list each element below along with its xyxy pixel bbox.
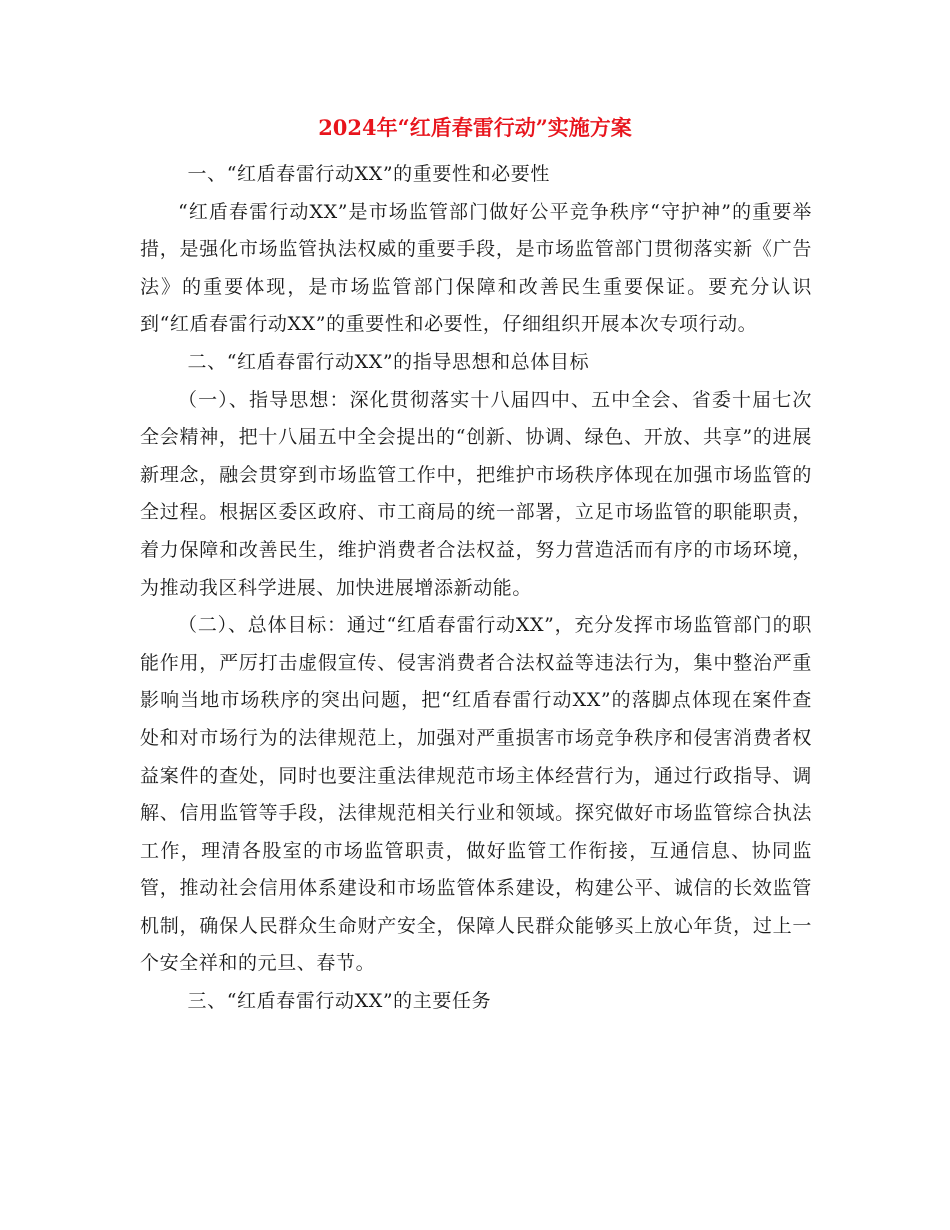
document-title: 2024年“红盾春雷行动”实施方案 [318,115,632,140]
body-paragraph-1: “红盾春雷行动XX”是市场监管部门做好公平竞争秩序“守护神”的重要举措，是强化市场监管执法权威的重要手段，是市场监管部门贯彻落实新《广告法》的重要体现，是市场监管部门保障和改善民生重要保证。要充分认识到“红盾春雷行动XX”的重要性和必要性，仔细组织开展本次专项行动。 [140,200,812,336]
body-paragraph-guiding-thought: （一）、指导思想：深化贯彻落实十八届四中、五中全会、省委十届七次全会精神，把十八届五中全会提出的“创新、协调、绿色、开放、共享”的进展新理念，融会贯穿到市场监管工作中，把维护市场秩序体现在加强市场监管的全过程。根据区委区政府、市工商局的统一部署，立足市场监管的职能职责，着力保障和改善民生，维护消费者合法权益，努力营造活而有序的市场环境，为推动我区科学进展、加快进展增添新动能。 [140,388,812,599]
section-heading-2: 二、“红盾春雷行动XX”的指导思想和总体目标 [187,350,590,373]
body-paragraph-overall-goal: （二）、总体目标：通过“红盾春雷行动XX”，充分发挥市场监管部门的职能作用，严厉打击虚假宣传、侵害消费者合法权益等违法行为，集中整治严重影响当地市场秩序的突出问题，把“红盾春雷行动XX”的落脚点体现在案件查处和对市场行为的法律规范上，加强对严重损害市场竞争秩序和侵害消费者权益案件的查处，同时也要注重法律规范市场主体经营行为，通过行政指导、调解、信用监管等手段，法律规范相关行业和领域。探究做好市场监管综合执法工作，理清各股室的市场监管职责，做好监管工作衔接，互通信息、协同监管，推动社会信用体系建设和市场监管体系建设，构建公平、诚信的长效监管机制，确保人民群众生命财产安全，保障人民群众能够买上放心年货，过上一个安全祥和的元旦、春节。 [140,614,812,975]
section-heading-3: 三、“红盾春雷行动XX”的主要任务 [187,990,492,1013]
document-body [140,156,812,1021]
section-heading-1: 一、“红盾春雷行动XX”的重要性和必要性 [187,163,550,185]
